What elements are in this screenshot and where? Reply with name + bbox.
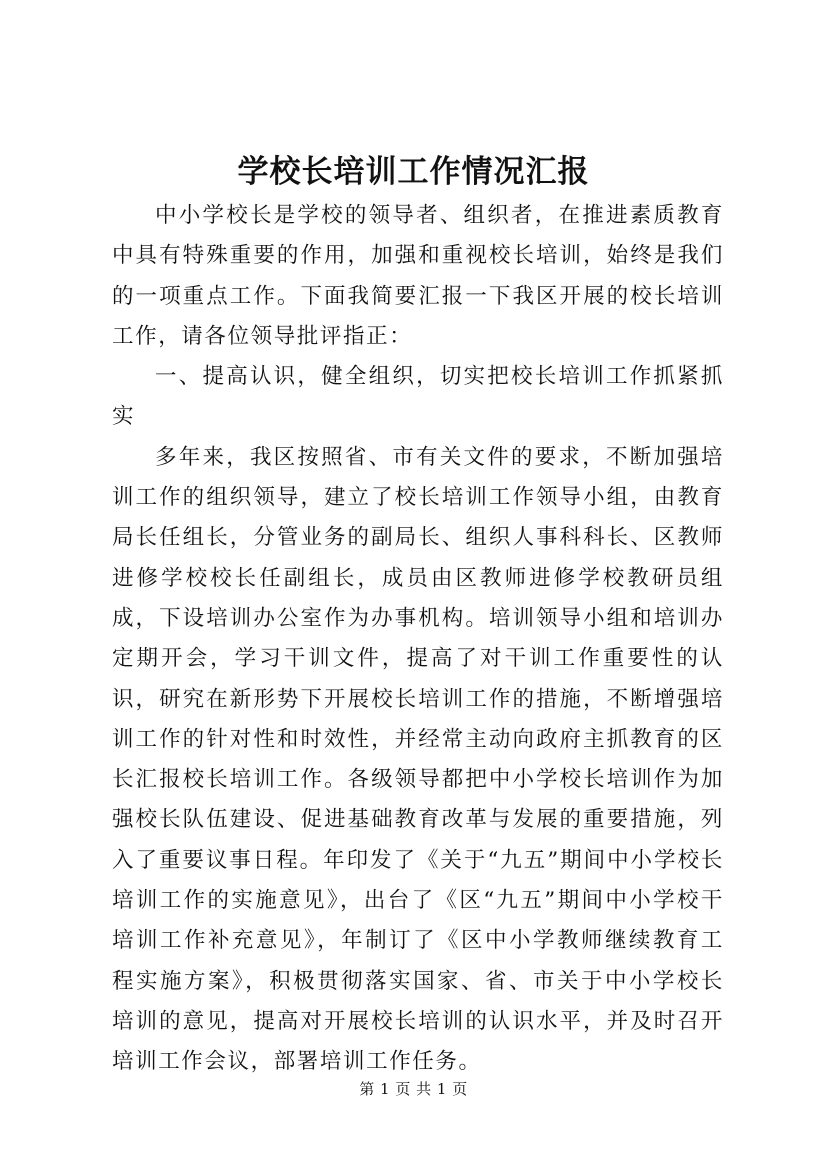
body-paragraph: 多年来，我区按照省、市有关文件的要求，不断加强培训工作的组织领导，建立了校长培训工作领导小组，由教育局长任组长，分管业务的副局长、组织人事科科长、区教师进修学校校长任副组长，成员由区教师进修学校教研员组成，下设培训办公室作为办事机构。培训领导小组和培训办定期开会，学习干训文件，提高了对干训工作重要性的认识，研究在新形势下开展校长培训工作的措施，不断增强培训工作的针对性和时效性，并经常主动向政府主抓教育的区长汇报校长培训工作。各级领导都把中小学校长培训作为加强校长队伍建设、促进基础教育改革与发展的重要措施，列入了重要议事日程。年印发了《关于“九五”期间中小学校长培训工作的实施意见》，出台了《区“九五”期间中小学校干培训工作补充意见》，年制订了《区中小学教师继续教育工程实施方案》，积极贯彻落实国家、省、市关于中小学校长培训的意见，提高对开展校长培训的认识水平，并及时召开培训工作会议，部署培训工作任务。 [112, 444, 724, 1075]
document-body [112, 196, 724, 1083]
section-heading: 一、提高认识，健全组织，切实把校长培训工作抓紧抓实 [112, 364, 724, 430]
document-title: 学校长培训工作情况汇报 [237, 154, 590, 190]
page-footer: 第 1 页 共 1 页 [359, 1080, 468, 1098]
intro-paragraph: 中小学校长是学校的领导者、组织者，在推进素质教育中具有特殊重要的作用，加强和重视校长培训，始终是我们的一项重点工作。下面我简要汇报一下我区开展的校长培训工作，请各位领导批评指正： [112, 203, 724, 349]
